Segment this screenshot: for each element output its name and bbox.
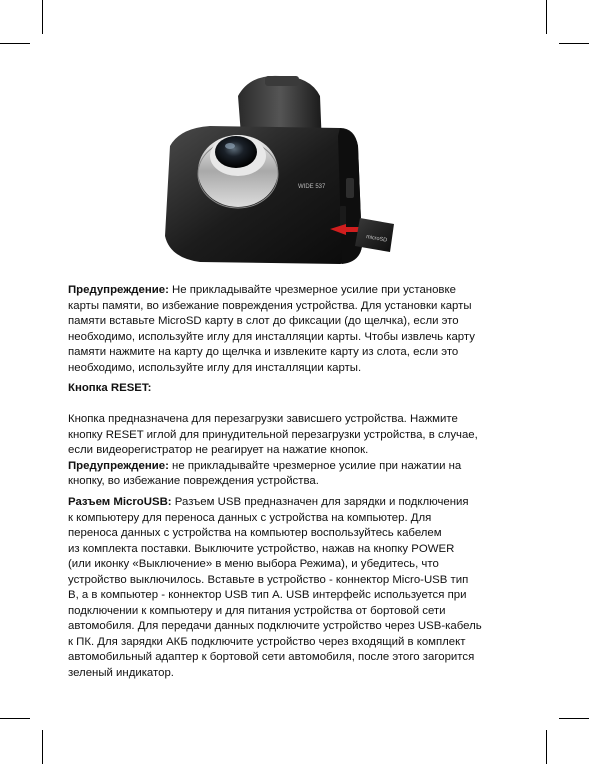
text-line: переноса данных с устройства на компьютер воспользуйтесь кабелем bbox=[68, 527, 442, 539]
text-line: памяти нажмите на карту до щелчка и извлеките карту из слота, если это bbox=[68, 346, 459, 358]
crop-mark bbox=[0, 718, 30, 719]
section-heading: Кнопка RESET: bbox=[68, 382, 152, 394]
dashcam-image bbox=[150, 66, 410, 281]
text-line: (или иконку «Выключение» в меню выбора Режима), и убедитесь, что bbox=[68, 558, 439, 570]
text-line: подключении к компьютеру и для питания устройства от бортовой сети bbox=[68, 604, 446, 617]
model-label: WIDE 537 bbox=[298, 184, 326, 190]
text-line: не прикладывайте чрезмерное усилие при нажатии на bbox=[168, 459, 462, 472]
dashcam-illustration bbox=[150, 66, 410, 281]
text-line: необходимо, используйте иглу для инсталляции карты. bbox=[68, 361, 362, 374]
warning-lead: Предупреждение: bbox=[68, 459, 169, 472]
reset-paragraph bbox=[68, 412, 508, 490]
text-line: Разъем USB предназначен для зарядки и подключения bbox=[171, 496, 469, 508]
text-line: к компьютеру для переноса данных с устройства на компьютер. Для bbox=[68, 511, 432, 524]
usb-lead: Разъем MicroUSB: bbox=[68, 496, 172, 508]
text-line: автомобиля. Для передачи данных подключите устройство через USB-кабель bbox=[68, 620, 482, 632]
warning-paragraph bbox=[68, 283, 508, 376]
crop-mark bbox=[559, 718, 589, 719]
reset-heading bbox=[68, 381, 508, 397]
crop-mark bbox=[42, 730, 43, 764]
text-line: необходимо, используйте иглу для инсталляции карты. Чтобы извлечь карту bbox=[68, 330, 475, 343]
crop-mark bbox=[0, 43, 30, 44]
text-line: если видеорегистратор не реагирует на нажатие кнопок. bbox=[68, 444, 369, 456]
warning-lead: Предупреждение: bbox=[68, 284, 169, 296]
sd-card-label: microSD bbox=[365, 234, 388, 244]
crop-mark bbox=[559, 43, 589, 44]
text-line: устройство выключилось. Вставьте в устройство - коннектор Micro-USB тип bbox=[68, 573, 469, 586]
text-line: карты памяти, во избежание повреждения устройства. Для установки карты bbox=[68, 299, 472, 312]
usb-paragraph bbox=[68, 495, 508, 681]
text-line: кнопку RESET иглой для принудительной перезагрузки устройства, в случае, bbox=[68, 428, 478, 441]
text-line: кнопку, во избежание повреждения устройства. bbox=[68, 475, 319, 487]
crop-mark bbox=[42, 0, 43, 34]
crop-mark bbox=[546, 0, 547, 34]
crop-mark bbox=[546, 730, 547, 764]
text-line: к ПК. Для зарядки АКБ подключите устройство через входящий в комплект bbox=[68, 635, 466, 648]
text-line: Кнопка предназначена для перезагрузки зависшего устройства. Нажмите bbox=[68, 413, 458, 425]
text-line: автомобильный адаптер к бортовой сети автомобиля, после этого загорится bbox=[68, 651, 475, 663]
text-line: B, а в компьютер - коннектор USB тип A. USB интерфейс используется при bbox=[68, 589, 467, 601]
text-line: зеленый индикатор. bbox=[68, 666, 174, 679]
text-line: Не прикладывайте чрезмерное усилие при установке bbox=[168, 284, 456, 296]
text-line: памяти вставьте MicroSD карту в слот до фиксации (до щелчка), если это bbox=[68, 315, 459, 327]
text-line: из комплекта поставки. Выключите устройство, нажав на кнопку POWER bbox=[68, 542, 455, 555]
